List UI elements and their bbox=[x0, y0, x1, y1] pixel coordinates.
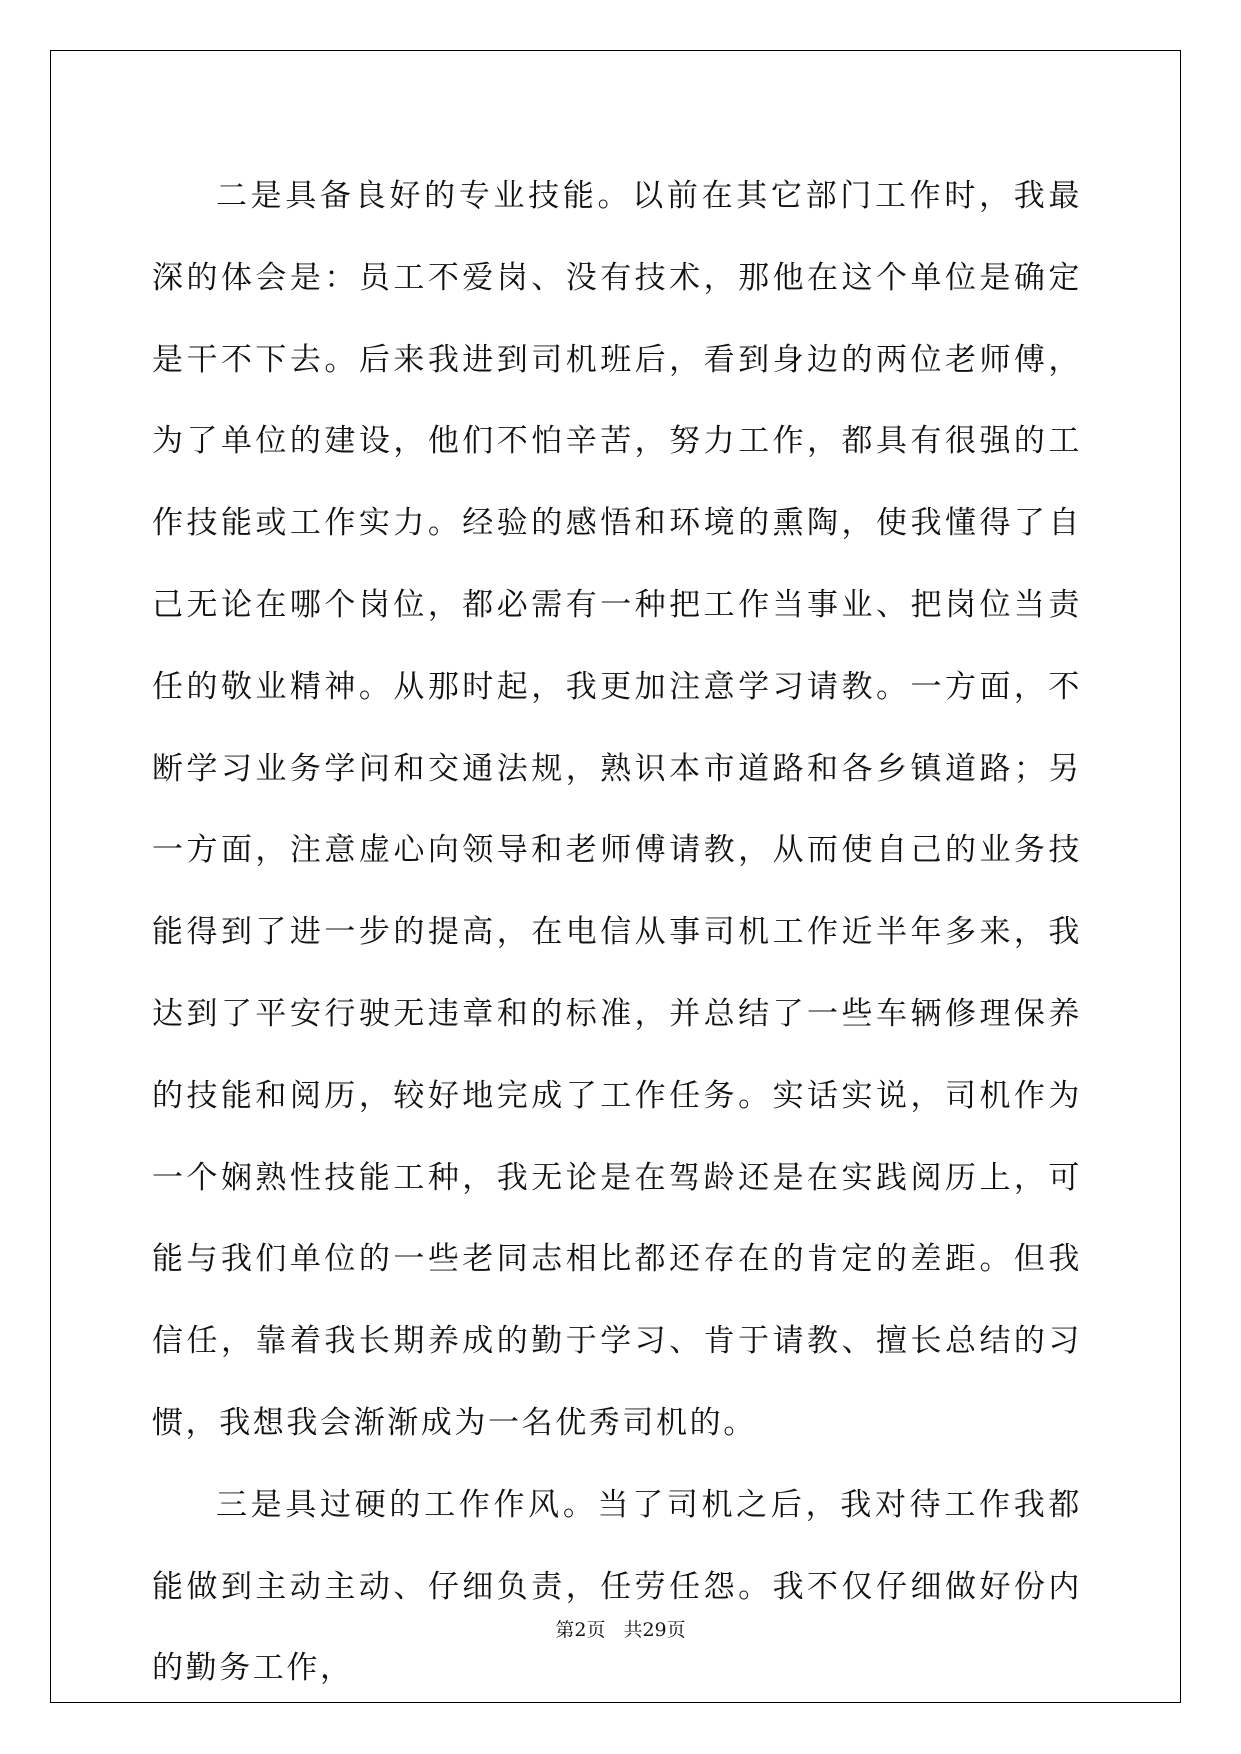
page-footer bbox=[0, 1615, 1241, 1642]
paragraph-work-style: 三是具过硬的工作作风。当了司机之后，我对待工作我都能做到主动主动、仔细负责，任劳任怨。我不仅仔细做好份内的勤务工作， bbox=[152, 1486, 1082, 1687]
total-pages-label: 共29页 bbox=[623, 1619, 686, 1641]
paragraph-professional-skills: 二是具备良好的专业技能。以前在其它部门工作时，我最深的体会是：员工不爱岗、没有技术，那他在这个单位是确定是干不下去。后来我进到司机班后，看到身边的两位老师傅，为了单位的建设，他们不怕辛苦，努力工作，都具有很强的工作技能或工作实力。经验的感悟和环境的熏陶，使我懂得了自己无论在哪个岗位，都必需有一种把工作当事业、把岗位当责任的敬业精神。从那时起，我更加注意学习请教。一方面，不断学习业务学问和交通法规，熟识本市道路和各乡镇道路；另一方面，注意虚心向领导和老师傅请教，从而使自己的业务技能得到了进一步的提高，在电信从事司机工作近半年多来，我达到了平安行驶无违章和的标准，并总结了一些车辆修理保养的技能和阅历，较好地完成了工作任务。实话实说，司机作为一个娴熟性技能工种，我无论是在驾龄还是在实践阅历上，可能与我们单位的一些老同志相比都还存在的肯定的差距。但我信任，靠着我长期养成的勤于学习、肯于请教、擅长总结的习惯，我想我会渐渐成为一名优秀司机的。 bbox=[152, 178, 1082, 1441]
current-page-label: 第2页 bbox=[555, 1619, 606, 1641]
document-body bbox=[152, 156, 1082, 1710]
